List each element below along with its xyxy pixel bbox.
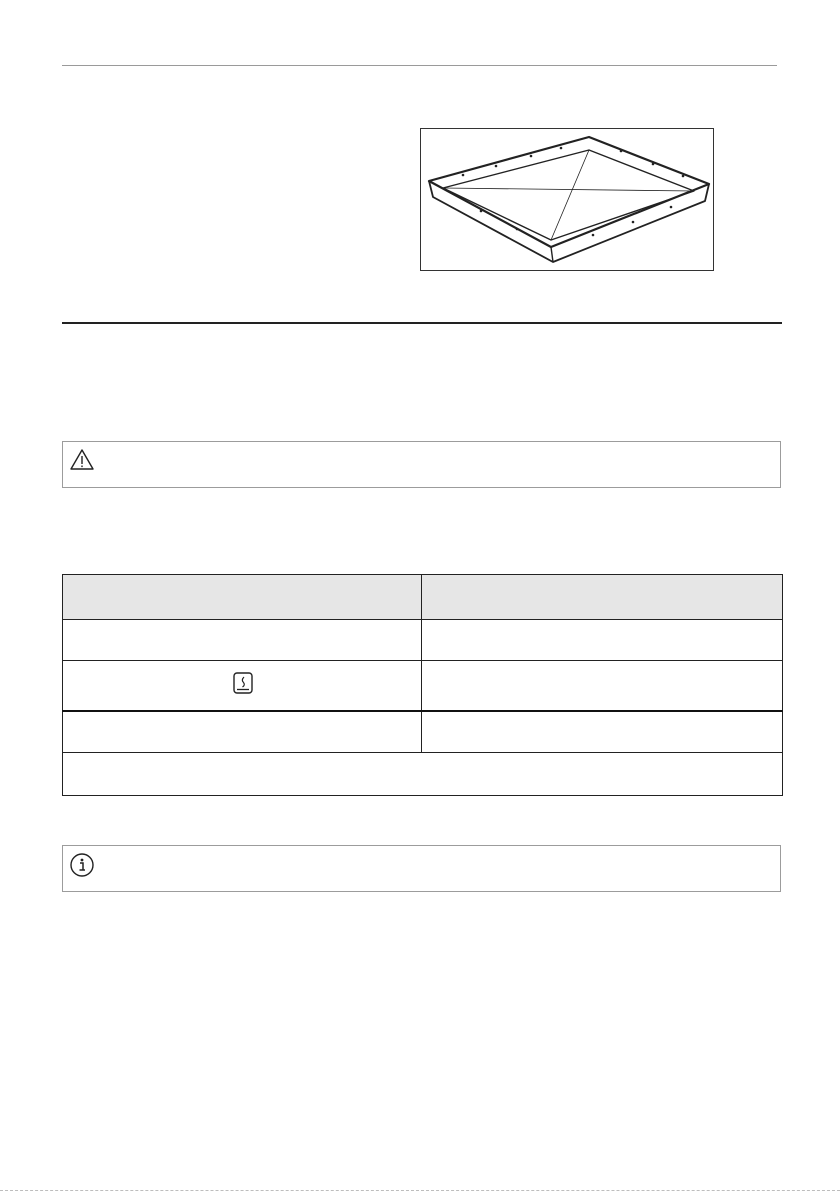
info-notice <box>62 845 781 892</box>
baking-tray-icon <box>421 129 713 270</box>
table-header-cell <box>63 575 422 620</box>
baking-tray-illustration <box>420 128 714 271</box>
steam-symbol-icon <box>233 672 253 699</box>
table-row <box>63 711 783 753</box>
table-footer-cell <box>63 753 783 796</box>
page-bottom-border <box>0 1190 840 1191</box>
warning-triangle-icon <box>69 448 95 477</box>
table-cell <box>422 661 783 711</box>
table-cell <box>63 620 422 661</box>
info-table <box>62 574 783 796</box>
table-row <box>63 620 783 661</box>
info-circle-icon <box>69 852 95 883</box>
table-footer-row <box>63 753 783 796</box>
table-cell <box>422 711 783 753</box>
top-rule <box>62 65 777 66</box>
table-cell <box>63 711 422 753</box>
warning-notice <box>62 441 781 488</box>
table-cell <box>422 620 783 661</box>
table-header-row <box>63 575 783 620</box>
table-row <box>63 661 783 711</box>
table-header-cell <box>422 575 783 620</box>
section-divider <box>62 322 782 324</box>
